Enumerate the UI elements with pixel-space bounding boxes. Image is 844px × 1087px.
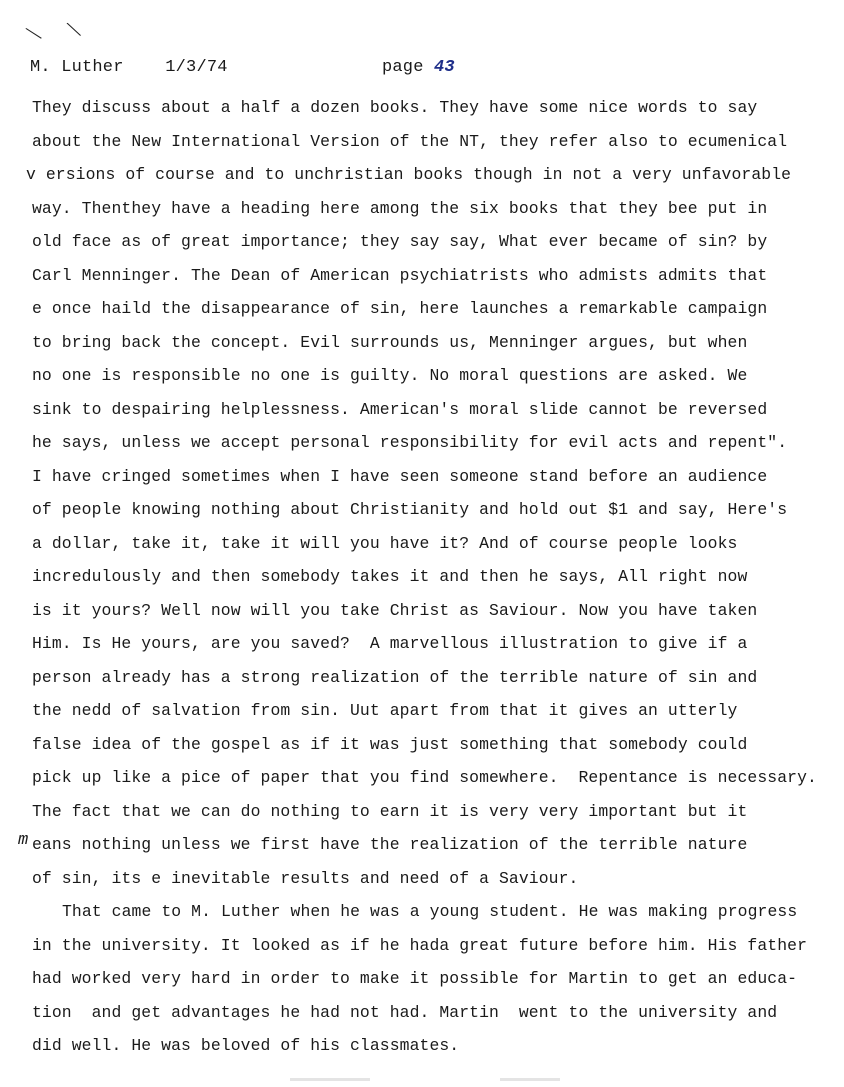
- text-line: e once haild the disappearance of sin, here launches a remarkable campaign: [32, 299, 768, 318]
- header-author: M. Luther: [30, 58, 124, 77]
- text-line: in the university. It looked as if he hada great future before him. His father: [32, 935, 808, 955]
- scan-artifact: [290, 1078, 370, 1081]
- scan-artifact: [500, 1078, 560, 1081]
- text-line: person already has a strong realization of the terrible nature of sin and: [32, 667, 758, 687]
- text-line: a dollar, take it, take it will you have it? And of course people looks: [32, 533, 738, 553]
- text-line: the nedd of salvation from sin. Uut apart from that it gives an utterly: [32, 701, 738, 720]
- header-date: 1/3/74: [165, 58, 228, 77]
- text-line: to bring back the concept. Evil surrounds us, Menninger argues, but when: [32, 332, 748, 352]
- text-line: Carl Menninger. The Dean of American psychiatrists who admists admits that: [32, 265, 768, 285]
- text-line: he says, unless we accept personal responsibility for evil acts and repent".: [32, 433, 788, 452]
- text-line: They discuss about a half a dozen books. They have some nice words to say: [32, 98, 758, 117]
- scan-tick-mark: ╲: [26, 25, 43, 44]
- text-line: had worked very hard in order to make it possible for Martin to get an educa-: [32, 969, 798, 988]
- text-line: Him. Is He yours, are you saved? A marvellous illustration to give if a: [32, 634, 748, 653]
- text-line: is it yours? Well now will you take Christ as Saviour. Now you have taken: [32, 600, 758, 620]
- text-line: That came to M. Luther when he was a young student. He was making progress: [62, 902, 798, 921]
- text-line: no one is responsible no one is guilty. No moral questions are asked. We: [32, 366, 748, 385]
- text-line: false idea of the gospel as if it was just something that somebody could: [32, 734, 748, 754]
- text-line: about the New International Version of the NT, they refer also to ecumenical: [32, 131, 788, 151]
- text-line: sink to despairing helplessness. American's moral slide cannot be reversed: [32, 399, 768, 419]
- text-line: I have cringed sometimes when I have seen someone stand before an audience: [32, 466, 768, 486]
- margin-annotation: m: [18, 831, 29, 850]
- header-page: [382, 58, 455, 77]
- scan-tick-mark: ╲: [67, 22, 82, 40]
- text-line: old face as of great importance; they say say, What ever became of sin? by: [32, 232, 768, 251]
- text-line: The fact that we can do nothing to earn it is very very important but it: [32, 801, 748, 821]
- page-header: [30, 58, 455, 77]
- text-line: tion and get advantages he had not had. Martin went to the university and: [32, 1002, 778, 1022]
- text-line: v ersions of course and to unchristian books though in not a very unfavorable: [26, 165, 792, 184]
- body-text: [26, 91, 832, 1063]
- text-line: did well. He was beloved of his classmates.: [32, 1036, 460, 1055]
- text-line: incredulously and then somebody takes it and then he says, All right now: [32, 567, 748, 586]
- header-page-number: 43: [434, 58, 455, 77]
- text-line: of people knowing nothing about Christianity and hold out $1 and say, Here's: [32, 500, 788, 519]
- text-line: way. Thenthey have a heading here among the six books that they bee put in: [32, 198, 768, 218]
- text-line: of sin, its e inevitable results and need of a Saviour.: [32, 868, 579, 888]
- header-page-label: page: [382, 58, 424, 77]
- text-line: pick up like a pice of paper that you find somewhere. Repentance is necessary.: [32, 768, 817, 787]
- text-line: eans nothing unless we first have the realization of the terrible nature: [32, 835, 748, 854]
